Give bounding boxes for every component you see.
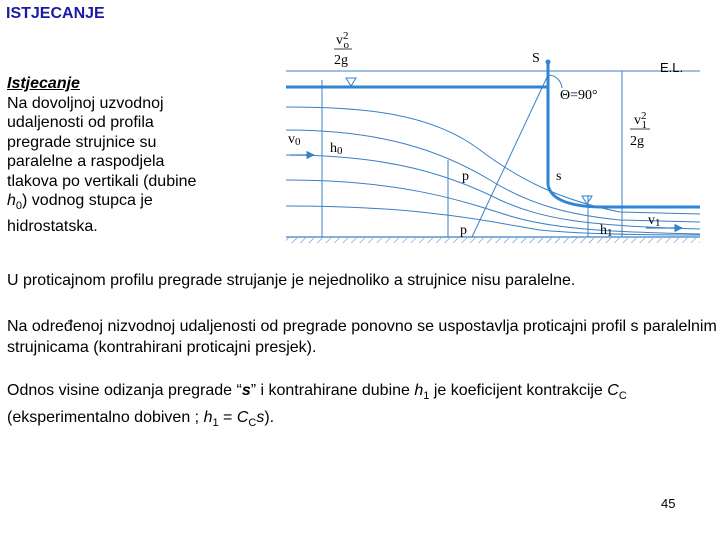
- intro-heading: Istjecanje: [7, 75, 80, 92]
- paragraph-contracted-section: Na određenoj nizvodnoj udaljenosti od pregrade ponovno se uspostavlja proticajni profil s paralelnim strujnicama (kontrahirani proticajni presjek).: [7, 318, 717, 356]
- paragraph-contraction-coefficient: Odnos visine odizanja pregrade “s” i kontrahirane dubine $h_1$ je koeficijent kontrakcije $C_C$ (eksperimentalno dobiven ; $h_1 = C_Cs$).: [7, 382, 627, 430]
- gate-pivot: [546, 60, 551, 65]
- energy-line-label: E.L.: [660, 60, 684, 75]
- bed-hatch: [286, 238, 700, 243]
- slide-title: ISTJECANJE: [6, 5, 105, 22]
- gate-label: S: [532, 51, 540, 66]
- v1-label: v1: [648, 213, 661, 229]
- h1-label: h1: [600, 223, 613, 239]
- intro-body-2: ) vodnog stupca je hidrostatska.: [7, 192, 153, 235]
- theta-arc: [548, 75, 562, 88]
- v1-squared-label: $v^2$ 1: [634, 110, 647, 131]
- two-g-label: 2g: [334, 53, 348, 68]
- two-g-1-label: 2g: [630, 134, 644, 149]
- h0-label: h0: [330, 141, 343, 157]
- h0-sub: 0: [15, 200, 23, 213]
- page-number: 45: [661, 496, 676, 511]
- h0-var: h: [7, 192, 16, 209]
- intro-body-1: Na dovoljnoj uzvodnoj udaljenosti od profila pregrade strujnice su paralelne a raspodjela tlakova po vertikali (dubine: [7, 94, 197, 190]
- downstream-surface: [548, 185, 700, 207]
- v0-squared-label: $v^2$ o: [336, 30, 349, 51]
- surface-marker: [346, 78, 356, 86]
- p-lower-label: p: [460, 223, 467, 238]
- theta-label: Θ=90°: [560, 88, 598, 103]
- v0-label: v0: [288, 132, 301, 148]
- p-upper-label: p: [462, 169, 469, 184]
- s-label: s: [556, 169, 562, 184]
- paragraph-nonuniform-flow: U proticajnom profilu pregrade strujanje je nejednoliko a strujnice nisu paralelne.: [7, 272, 576, 289]
